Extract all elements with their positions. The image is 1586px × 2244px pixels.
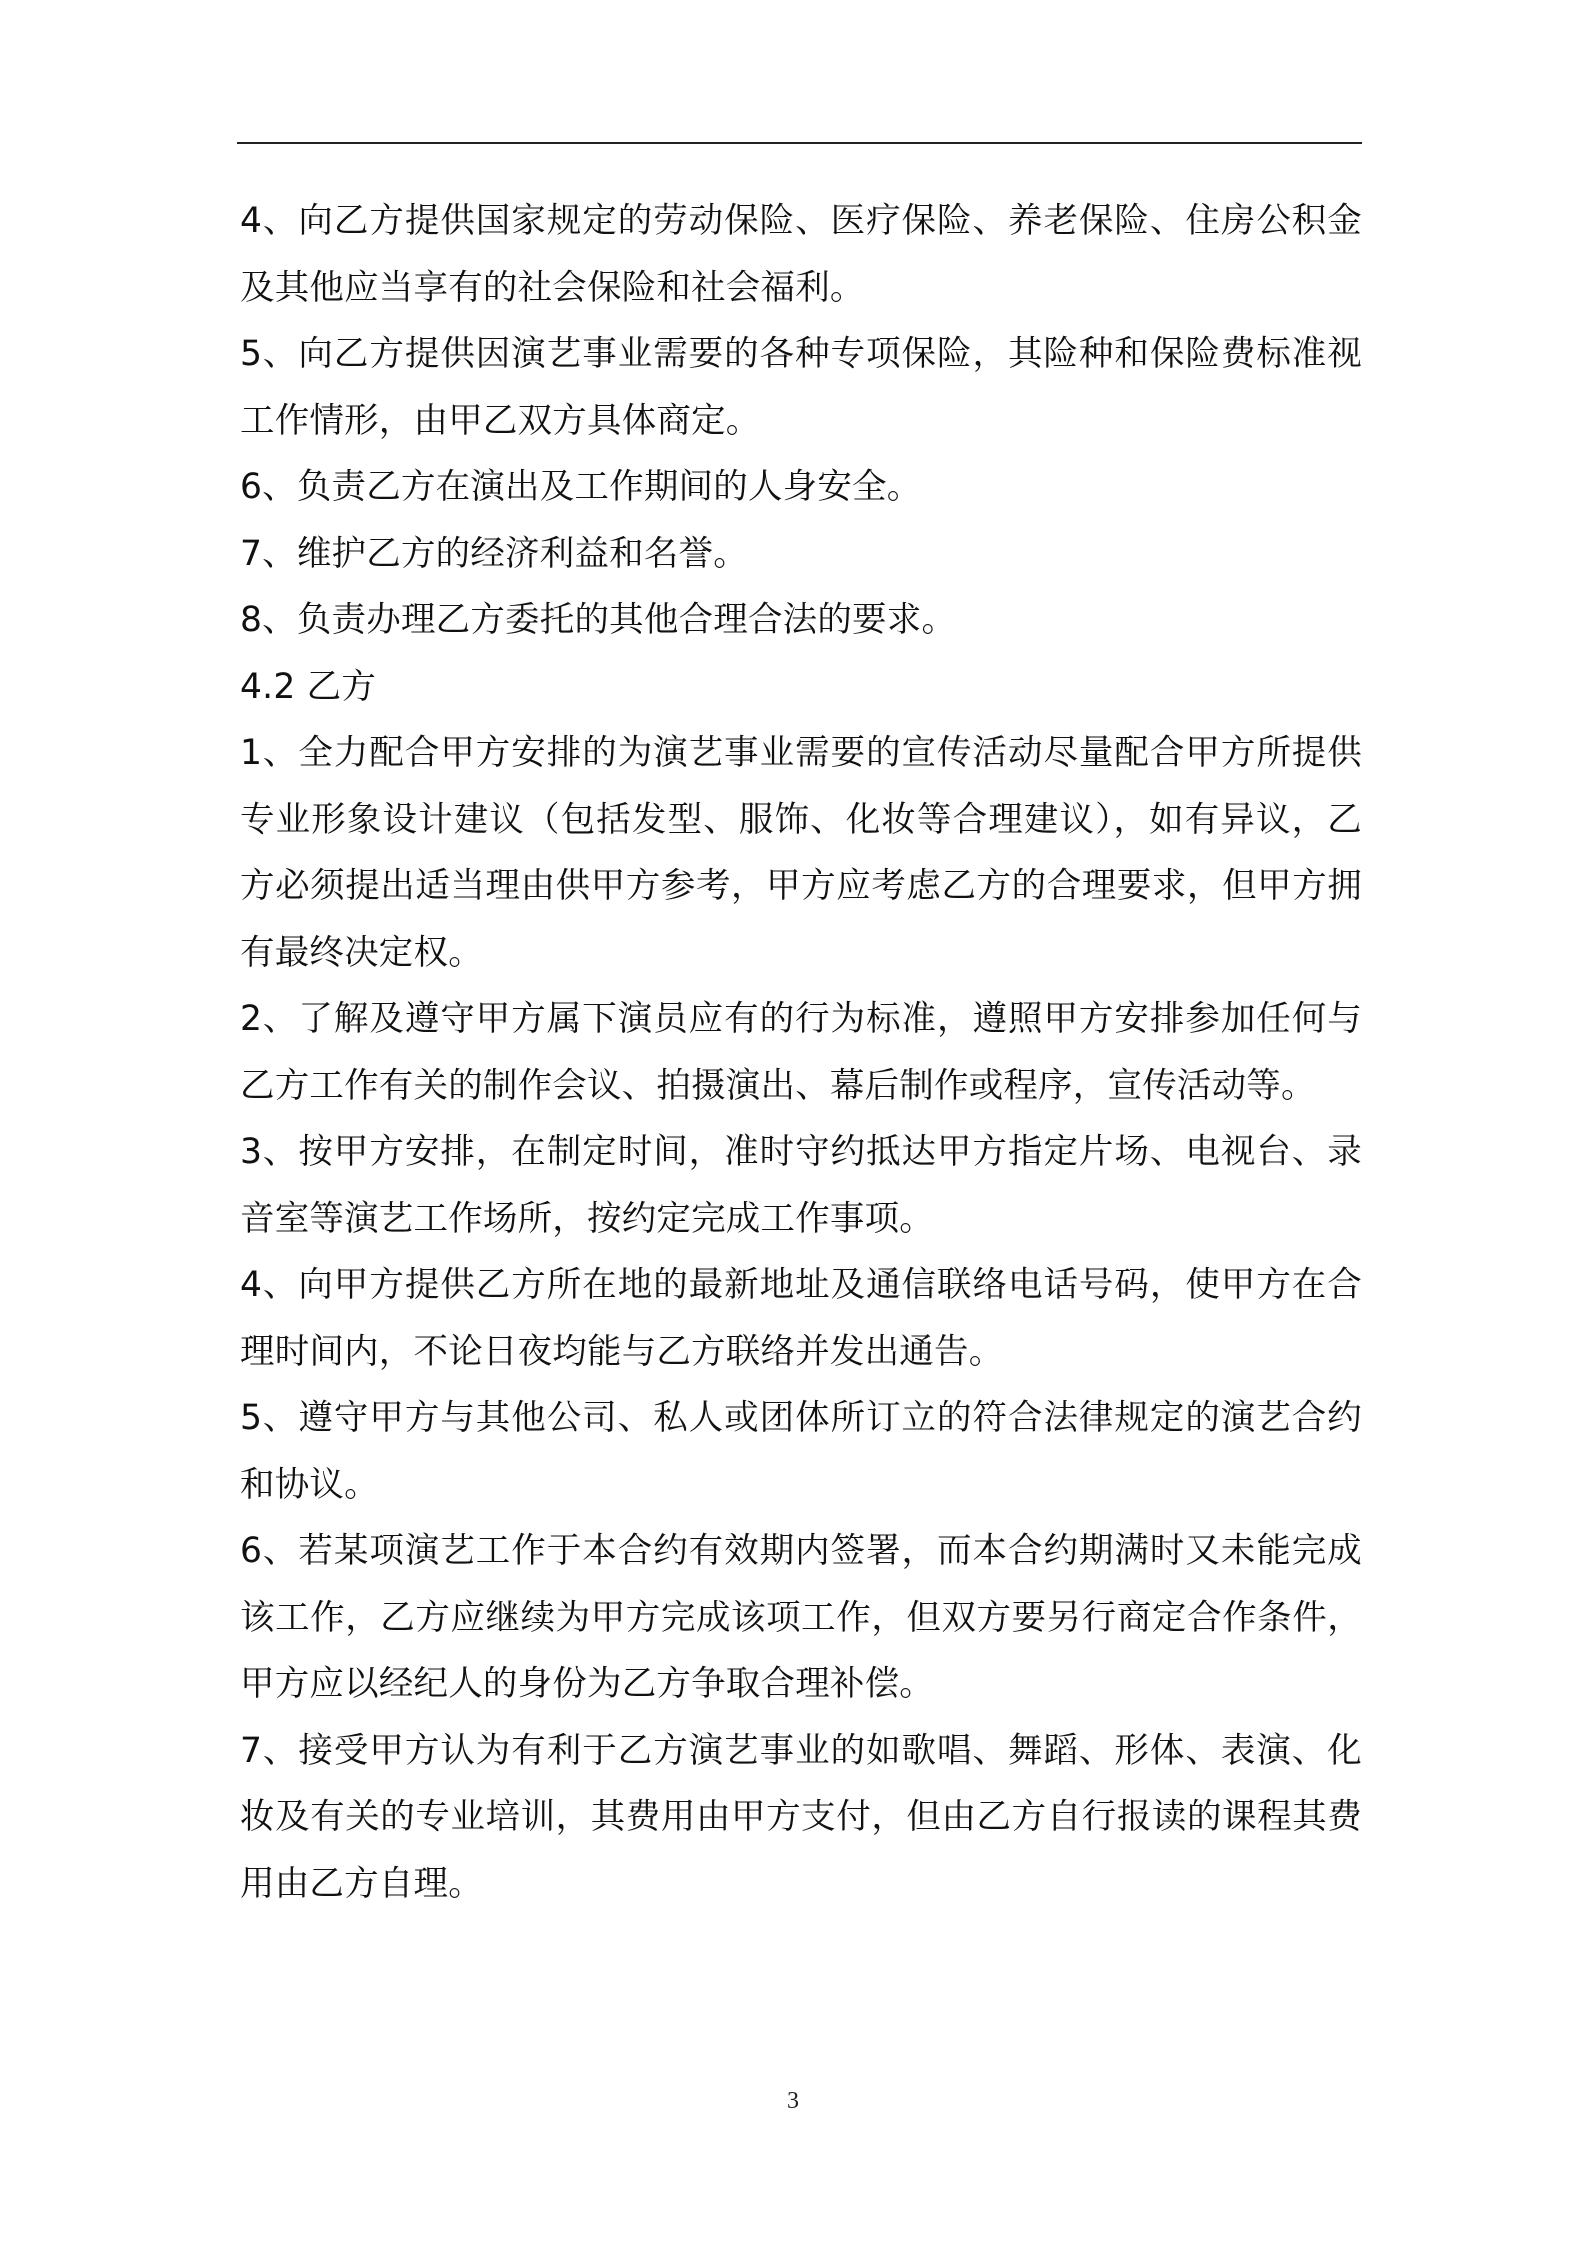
paragraph-benefit-4: 4、向乙方提供国家规定的劳动保险、医疗保险、养老保险、住房公积金及其他应当享有的社会保险和社会福利。 (240, 201, 1362, 308)
header-rule (237, 142, 1362, 144)
paragraph-benefit-8: 8、负责办理乙方委托的其他合理合法的要求。 (240, 600, 957, 640)
paragraph-duty-6: 6、若某项演艺工作于本合约有效期内签署，而本合约期满时又未能完成该工作，乙方应继续为甲方完成该项工作，但双方要另行商定合作条件，甲方应以经纪人的身份为乙方争取合理补偿。 (240, 1531, 1362, 1704)
paragraph-duty-7: 7、接受甲方认为有利于乙方演艺事业的如歌唱、舞蹈、形体、表演、化妆及有关的专业培训，其费用由甲方支付，但由乙方自行报读的课程其费用由乙方自理。 (240, 1730, 1362, 1904)
document-body (240, 188, 1362, 1917)
paragraph-benefit-5: 5、向乙方提供因演艺事业需要的各种专项保险，其险种和保险费标准视工作情形，由甲乙双方具体商定。 (240, 334, 1362, 441)
paragraph-benefit-7: 7、维护乙方的经济利益和名誉。 (240, 533, 748, 574)
paragraph-duty-5: 5、遵守甲方与其他公司、私人或团体所订立的符合法律规定的演艺合约和协议。 (240, 1398, 1362, 1505)
paragraph-duty-1: 1、全力配合甲方安排的为演艺事业需要的宣传活动尽量配合甲方所提供专业形象设计建议（包括发型、服饰、化妆等合理建议），如有异议，乙方必须提出适当理由供甲方参考，甲方应考虑乙方的合理要求，但甲方拥有最终决定权。 (240, 733, 1362, 973)
section-heading-4-2: 4.2 乙方 (240, 666, 377, 707)
paragraph-duty-3: 3、按甲方安排，在制定时间，准时守约抵达甲方指定片场、电视台、录音室等演艺工作场所，按约定完成工作事项。 (240, 1132, 1362, 1239)
paragraph-duty-4: 4、向甲方提供乙方所在地的最新地址及通信联络电话号码，使甲方在合理时间内，不论日夜均能与乙方联络并发出通告。 (240, 1265, 1362, 1372)
paragraph-duty-2: 2、了解及遵守甲方属下演员应有的行为标准，遵照甲方安排参加任何与乙方工作有关的制作会议、拍摄演出、幕后制作或程序，宣传活动等。 (240, 999, 1362, 1106)
page-number: 3 (787, 2088, 799, 2114)
paragraph-benefit-6: 6、负责乙方在演出及工作期间的人身安全。 (240, 467, 922, 507)
